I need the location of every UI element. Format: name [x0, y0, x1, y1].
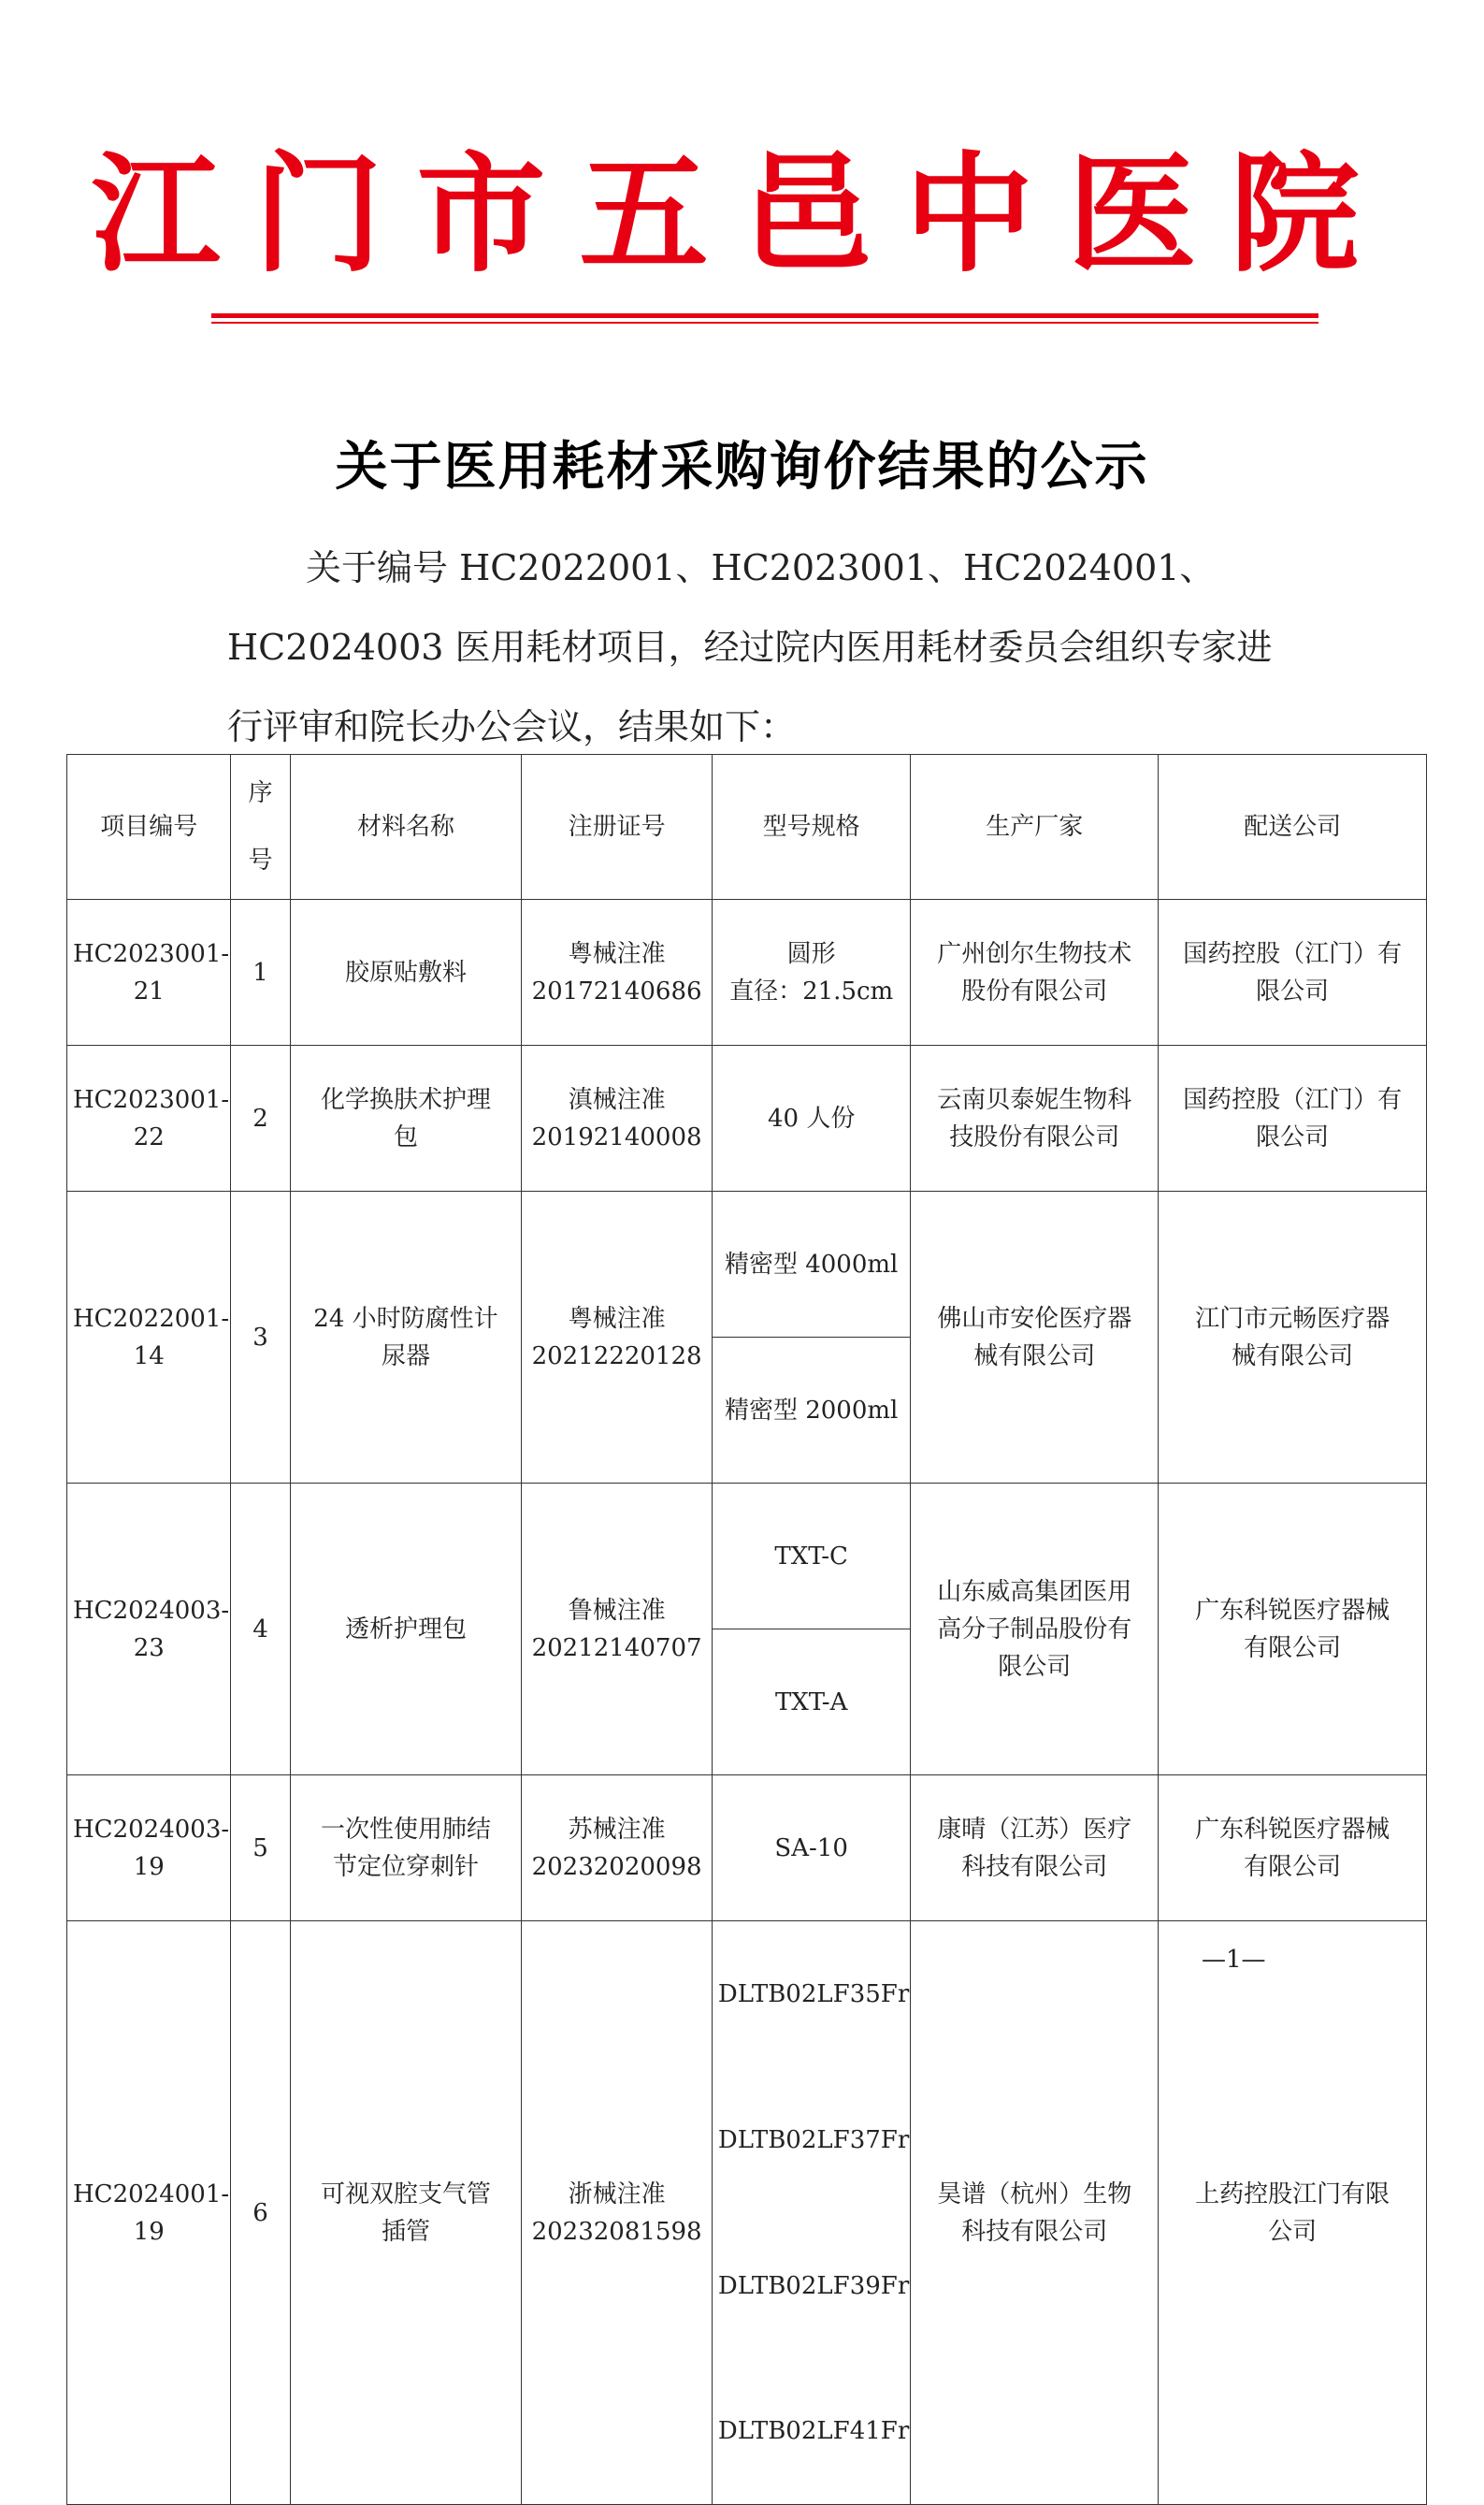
cell-maker: 广州创尔生物技术 股份有限公司	[911, 900, 1159, 1046]
letterhead-rule-thin	[211, 322, 1318, 324]
header-project-no: 项目编号	[67, 755, 231, 900]
cell-maker: 康晴（江苏）医疗 科技有限公司	[911, 1775, 1159, 1921]
cell-supplier: 国药控股（江门）有 限公司	[1159, 900, 1427, 1046]
cell-spec: TXT-C	[712, 1484, 911, 1629]
cell-supplier: 上药控股江门有限 公司	[1159, 1921, 1427, 2505]
cell-spec: DLTB02LF39Fr	[712, 2213, 911, 2359]
letterhead-rule-thick	[211, 313, 1318, 318]
cell-maker: 云南贝泰妮生物科 技股份有限公司	[911, 1046, 1159, 1192]
cell-seq: 4	[231, 1484, 290, 1775]
cell-project-no: HC2024003- 19	[67, 1775, 231, 1921]
table-row	[67, 1775, 1427, 1921]
hospital-letterhead: 江门市五邑中医院	[91, 138, 1393, 290]
cell-seq: 2	[231, 1046, 290, 1192]
cell-material: 胶原贴敷料	[290, 900, 522, 1046]
table-row	[67, 900, 1427, 1046]
cell-material: 可视双腔支气管 插管	[290, 1921, 522, 2505]
header-supplier: 配送公司	[1159, 755, 1427, 900]
cell-project-no: HC2024001- 19	[67, 1921, 231, 2505]
cell-seq: 5	[231, 1775, 290, 1921]
intro-paragraph: 关于编号 HC2022001、HC2023001、HC2024001、HC2024003 医用耗材项目，经过院内医用耗材委员会组织专家进行评审和院长办公会议，结果如下：	[227, 547, 1273, 747]
cell-spec: 精密型 4000ml	[712, 1192, 911, 1338]
cell-reg-no: 粤械注准 20172140686	[522, 900, 713, 1046]
cell-supplier: 广东科锐医疗器械 有限公司	[1159, 1775, 1427, 1921]
cell-material: 24 小时防腐性计 尿器	[290, 1192, 522, 1484]
cell-project-no: HC2022001- 14	[67, 1192, 231, 1484]
cell-material: 透析护理包	[290, 1484, 522, 1775]
cell-material: 化学换肤术护理 包	[290, 1046, 522, 1192]
cell-maker: 佛山市安伦医疗器 械有限公司	[911, 1192, 1159, 1484]
cell-spec: TXT-A	[712, 1629, 911, 1775]
document-title: 关于医用耗材采购询价结果的公示	[335, 437, 1149, 498]
table-header-row	[67, 755, 1427, 900]
cell-spec: 圆形 直径：21.5cm	[712, 900, 911, 1046]
cell-reg-no: 浙械注准 20232081598	[522, 1921, 713, 2505]
cell-seq: 6	[231, 1921, 290, 2505]
cell-material: 一次性使用肺结 节定位穿刺针	[290, 1775, 522, 1921]
cell-spec: DLTB02LF37Fr	[712, 2067, 911, 2213]
cell-seq: 3	[231, 1192, 290, 1484]
table-row	[67, 1046, 1427, 1192]
cell-supplier: 广东科锐医疗器械 有限公司	[1159, 1484, 1427, 1775]
cell-seq: 1	[231, 900, 290, 1046]
header-seq-line2: 号	[248, 847, 273, 875]
cell-reg-no: 粤械注准 20212220128	[522, 1192, 713, 1484]
header-spec: 型号规格	[712, 755, 911, 900]
header-seq-line1: 序	[248, 779, 273, 807]
header-seq	[231, 755, 290, 900]
table-row	[67, 1484, 1427, 1629]
cell-maker: 山东威高集团医用 高分子制品股份有 限公司	[911, 1484, 1159, 1775]
page-number: —1—	[1202, 1946, 1266, 1974]
cell-spec: DLTB02LF35Fr	[712, 1921, 911, 2067]
cell-reg-no: 滇械注准 20192140008	[522, 1046, 713, 1192]
cell-reg-no: 苏械注准 20232020098	[522, 1775, 713, 1921]
procurement-result-table	[66, 754, 1427, 2505]
cell-supplier: 国药控股（江门）有 限公司	[1159, 1046, 1427, 1192]
cell-spec: 精密型 2000ml	[712, 1338, 911, 1484]
cell-spec: 40 人份	[712, 1046, 911, 1192]
header-material: 材料名称	[290, 755, 522, 900]
cell-spec: SA-10	[712, 1775, 911, 1921]
header-maker: 生产厂家	[911, 755, 1159, 900]
cell-project-no: HC2024003- 23	[67, 1484, 231, 1775]
cell-reg-no: 鲁械注准 20212140707	[522, 1484, 713, 1775]
cell-spec: DLTB02LF41Fr	[712, 2359, 911, 2505]
table-row	[67, 1921, 1427, 2067]
header-reg-no: 注册证号	[522, 755, 713, 900]
cell-supplier: 江门市元畅医疗器 械有限公司	[1159, 1192, 1427, 1484]
cell-maker: 昊谱（杭州）生物 科技有限公司	[911, 1921, 1159, 2505]
cell-project-no: HC2023001- 21	[67, 900, 231, 1046]
cell-project-no: HC2023001- 22	[67, 1046, 231, 1192]
table-row	[67, 1192, 1427, 1338]
